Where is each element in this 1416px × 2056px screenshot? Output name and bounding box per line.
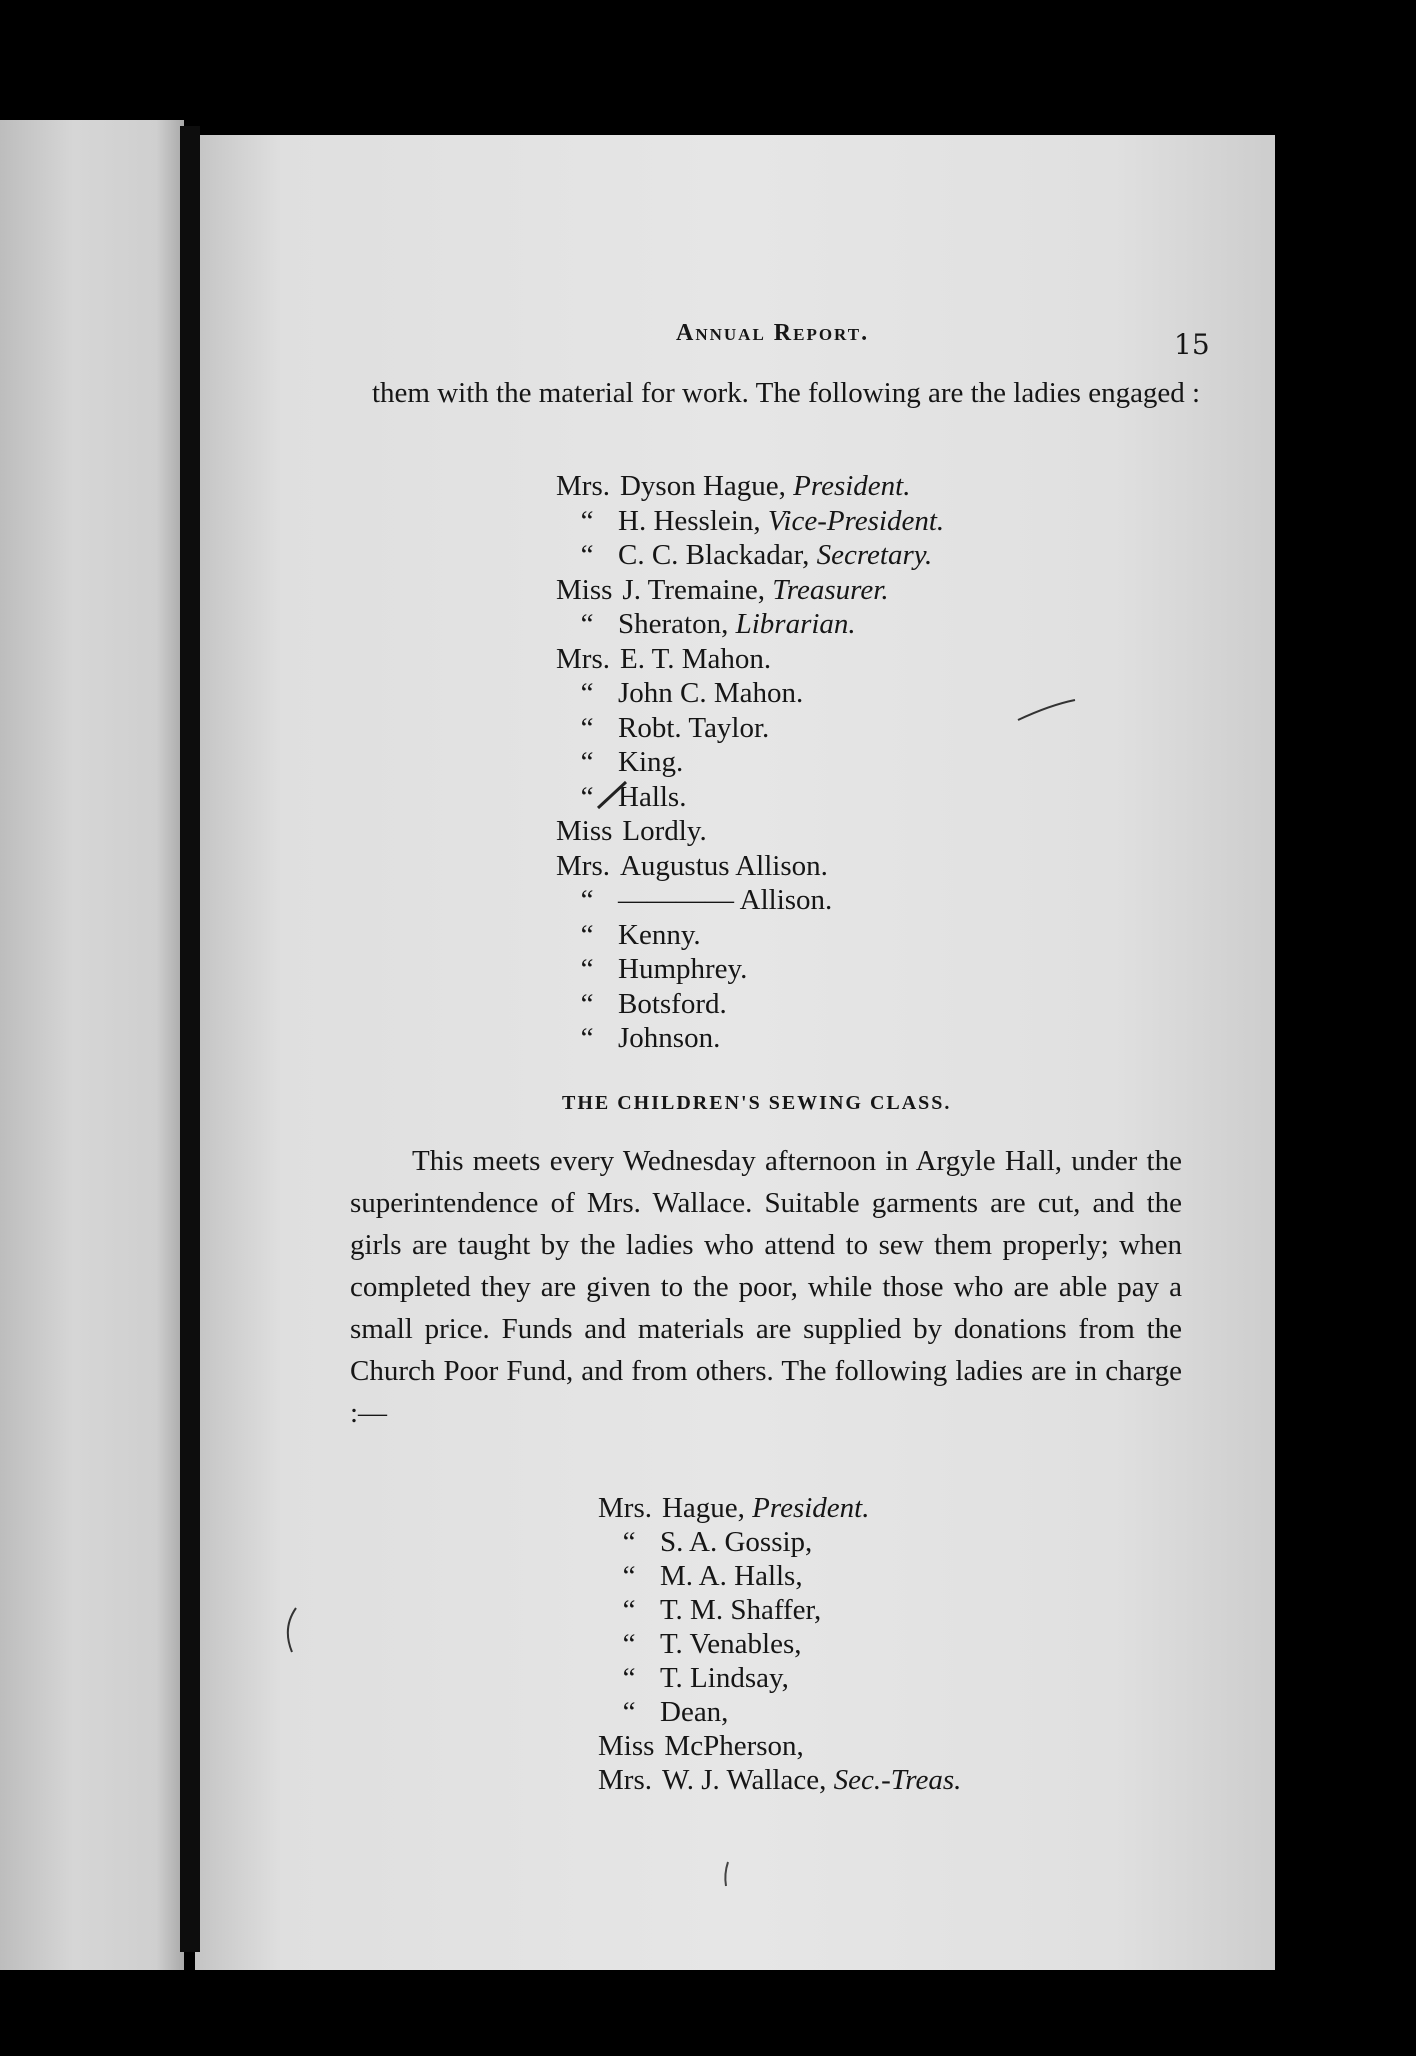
ditto-mark: “ (580, 746, 594, 778)
ditto-mark: “ (622, 1526, 636, 1558)
list-item (556, 917, 701, 953)
list-item (556, 1020, 720, 1056)
person-name: T. Lindsay, (660, 1662, 789, 1694)
list-item (598, 1728, 804, 1764)
ditto-mark: “ (580, 504, 594, 537)
ditto-mark: “ (580, 918, 594, 951)
list-item (556, 606, 856, 642)
person-name: H. Hesslein, (618, 504, 761, 537)
list-item (598, 1626, 801, 1662)
office-title: President. (785, 470, 911, 502)
sewing-class-paragraph: This meets every Wednesday afternoon in Argyle Hall, under the superintendence of Mrs. Wallace. Suitable garments are cut, and the girls are taught by the ladies who attend to sew them properly; when completed they are given to the poor, while those who are able pay a small price. Funds and materials are supplied by donations from the Church Poor Fund, and from others. The following ladies are in charge :— (350, 1145, 1182, 1429)
person-name: Halls. (618, 780, 687, 813)
office-title: Librarian. (728, 608, 856, 640)
list-item (556, 744, 683, 780)
list-item (598, 1490, 870, 1526)
ditto-mark: “ (622, 1594, 636, 1626)
person-name: Botsford. (618, 987, 727, 1020)
list-item (556, 572, 889, 608)
list-item (598, 1558, 803, 1594)
ditto-mark: “ (580, 987, 594, 1020)
ditto-mark: “ (580, 539, 594, 571)
person-name: S. A. Gossip, (660, 1526, 813, 1558)
person-name: T. Venables, (660, 1628, 802, 1660)
section-title: THE CHILDREN'S SEWING CLASS. (562, 1092, 952, 1114)
page-number: 15 (1174, 328, 1210, 361)
book-binding (180, 126, 200, 1952)
person-name: Sheraton, (618, 608, 729, 640)
person-name: King. (618, 746, 684, 778)
person-name: John C. Mahon. (618, 677, 804, 709)
list-item (556, 951, 747, 987)
office-title: Secretary. (809, 539, 933, 571)
name-prefix: Mrs. (598, 1764, 652, 1796)
ditto-mark: “ (622, 1696, 636, 1728)
list-item (556, 813, 707, 849)
person-name: ———— Allison. (618, 884, 833, 916)
list-item (556, 641, 771, 677)
person-name: C. C. Blackadar, (618, 539, 810, 571)
ditto-mark: “ (622, 1560, 636, 1592)
person-name: Dyson Hague, (619, 470, 786, 502)
list-item (556, 675, 803, 711)
person-name: Johnson. (618, 1022, 721, 1054)
ditto-mark: “ (580, 608, 594, 640)
name-prefix: Miss (556, 573, 613, 606)
person-name: E. T. Mahon. (619, 642, 772, 675)
person-name: W. J. Wallace, (661, 1764, 827, 1796)
list-item (556, 537, 932, 573)
ditto-mark: “ (580, 1022, 594, 1054)
list-item (556, 468, 910, 504)
name-prefix: Mrs. (556, 849, 610, 882)
ditto-mark: “ (622, 1662, 636, 1694)
list-item (556, 779, 686, 815)
intro-paragraph: them with the material for work. The following are the ladies engaged : (372, 377, 1201, 409)
person-name: Augustus Allison. (619, 849, 828, 882)
person-name: McPherson, (664, 1730, 804, 1762)
list-item (556, 503, 944, 539)
person-name: Kenny. (618, 918, 701, 951)
person-name: Dean, (660, 1696, 729, 1728)
ditto-mark: “ (580, 711, 594, 744)
name-prefix: Mrs. (598, 1492, 652, 1524)
list-item (556, 882, 832, 918)
name-prefix: Miss (598, 1730, 655, 1762)
facing-page-edge (0, 120, 184, 1970)
list-item (598, 1694, 728, 1730)
person-name: Lordly. (622, 815, 707, 847)
name-prefix: Miss (556, 815, 613, 847)
office-title: Vice-President. (760, 504, 945, 537)
name-prefix: Mrs. (556, 642, 610, 675)
person-name: Humphrey. (618, 953, 748, 985)
list-item (598, 1592, 821, 1628)
name-prefix: Mrs. (556, 470, 610, 502)
list-item (556, 986, 727, 1022)
office-title: Treasurer. (765, 573, 889, 606)
person-name: Robt. Taylor. (618, 711, 770, 744)
office-title: Sec.-Treas. (826, 1764, 962, 1796)
list-item (556, 710, 769, 746)
person-name: J. Tremaine, (622, 573, 766, 606)
list-item (598, 1660, 789, 1696)
list-item (598, 1762, 961, 1798)
ditto-mark: “ (580, 884, 594, 916)
office-title: President. (744, 1492, 870, 1524)
person-name: M. A. Halls, (660, 1560, 803, 1592)
person-name: T. M. Shaffer, (660, 1594, 822, 1626)
list-item (556, 848, 828, 884)
list-item (598, 1524, 812, 1560)
ditto-mark: “ (580, 780, 594, 813)
ditto-mark: “ (580, 677, 594, 709)
person-name: Hague, (661, 1492, 745, 1524)
running-header: Annual Report. (676, 320, 870, 346)
ditto-mark: “ (622, 1628, 636, 1660)
ditto-mark: “ (580, 953, 594, 985)
